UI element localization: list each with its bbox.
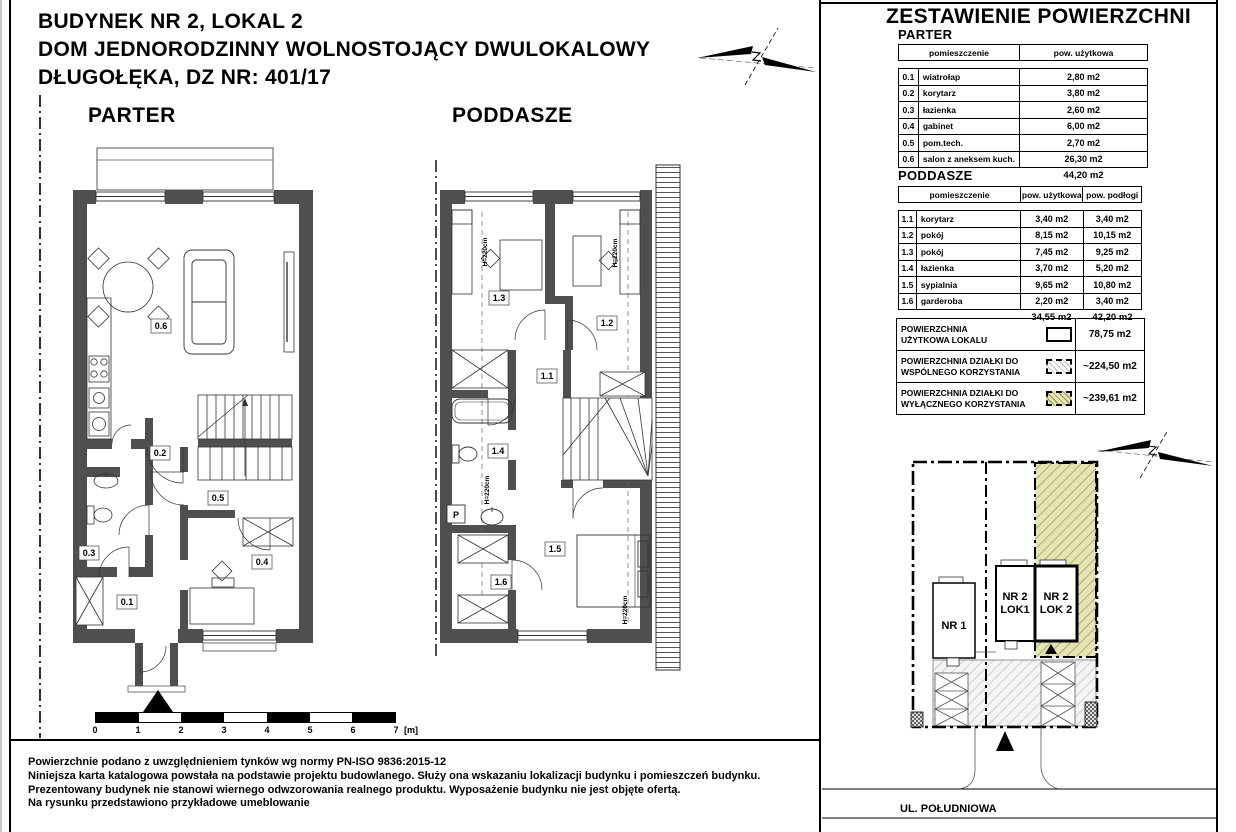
room-area: 3,80 m2 (1019, 86, 1147, 102)
area-legend (896, 318, 1145, 415)
table-row (899, 101, 1147, 118)
tv-unit (284, 252, 294, 352)
table-row (899, 134, 1147, 151)
room-number: 0.2 (899, 86, 919, 102)
column-header: pow. użytkowa (1019, 45, 1147, 60)
room-label: 1.5 (548, 544, 562, 554)
entrance-arrow-icon (143, 690, 173, 712)
scale-tick: 2 (178, 725, 184, 735)
common-area-swatch (1046, 359, 1072, 374)
building-nr2-lok2 (1035, 560, 1077, 654)
room-number: 0.4 (899, 119, 919, 135)
room-label: 0.3 (82, 548, 96, 558)
building-label: NR 2 (1043, 591, 1069, 603)
scale-tick: 4 (264, 725, 270, 735)
room-floor-area: 3,40 m2 (1083, 211, 1142, 227)
building-nr1 (933, 577, 975, 666)
room-area: 2,60 m2 (1019, 102, 1147, 118)
room-number: 0.3 (899, 102, 919, 118)
height-label: H=220cm (622, 595, 629, 625)
table-row (899, 118, 1147, 135)
room-area: 26,30 m2 (1019, 152, 1147, 168)
scale-tick: 1 (135, 725, 141, 735)
frame-left (9, 0, 11, 832)
room-area: 8,15 m2 (1020, 228, 1082, 244)
room-number: 1.1 (899, 211, 917, 227)
room-number: 1.4 (899, 261, 917, 277)
room-floor-area: 10,80 m2 (1083, 277, 1142, 293)
room-name: łazienka (920, 263, 954, 274)
site-entrance-arrow-icon (996, 731, 1014, 751)
building-label: NR 2 (1002, 591, 1028, 603)
legend-row (897, 319, 1144, 350)
header-line-2: DOM JEDNORODZINNY WOLNOSTOJĄCY DWULOKALOWY (38, 38, 651, 61)
footer-disclaimer (28, 756, 760, 811)
room-floor-area: 9,25 m2 (1083, 244, 1142, 260)
entrance-canopy (128, 686, 185, 692)
room-name: pokój (920, 246, 944, 257)
legend-label: WSPÓLNEGO KORZYSTANIA (901, 366, 1021, 377)
room-area: 3,70 m2 (1020, 261, 1082, 277)
frame-top-right (819, 2, 1218, 4)
footer-line: Prezentowany budynek nie stanowi wiernego odwzorowania realnego produktu. Wyposażenie budynku nie jest objęte ofertą. (28, 783, 681, 796)
north-arrow-icon (685, 20, 820, 90)
room-area: 9,65 m2 (1020, 277, 1082, 293)
room-area: 2,70 m2 (1019, 135, 1147, 151)
parter-area-table (898, 44, 1148, 181)
poddasze-floor-plan (425, 90, 695, 740)
room-floor-area: 10,15 m2 (1083, 228, 1142, 244)
footer-line: Niniejsza karta katalogowa powstała na podstawie projektu budowlanego. Służy ona wskazaniu lokalizacji budynku i pomieszczeń budynku. (28, 769, 761, 782)
table-row (899, 260, 1141, 277)
room-name: garderoba (920, 296, 963, 307)
staircase (198, 395, 292, 480)
scale-tick: 0 (92, 725, 98, 735)
poddasze-area-table (898, 186, 1142, 323)
scale-tick: 7 (393, 725, 399, 735)
parter-plan-title: PARTER (88, 104, 176, 127)
room-number: 0.5 (899, 135, 919, 151)
column-header: pomieszczenie (929, 189, 990, 200)
legend-value: ~224,50 m2 (1075, 351, 1144, 382)
footer-line: Powierzchnie podano z uwzględnieniem tynków wg normy PN-ISO 9836:2015-12 (28, 756, 447, 768)
poddasze-plan-title: PODDASZE (452, 104, 573, 127)
table-row (899, 227, 1141, 244)
room-label: 0.5 (211, 493, 225, 503)
legend-row (897, 350, 1144, 382)
legend-label: WYŁĄCZNEGO KORZYSTANIA (901, 398, 1026, 409)
building-label: NR 1 (941, 620, 967, 632)
height-label: H=220cm (482, 237, 489, 267)
room-name: pom.tech. (922, 137, 963, 148)
summary-title: ZESTAWIENIE POWIERZCHNI (886, 5, 1192, 28)
column-header: pow. użytkowa (1020, 187, 1082, 202)
legend-value: 78,75 m2 (1075, 319, 1144, 350)
building-label: LOK1 (1000, 604, 1030, 616)
driveway-lines (960, 727, 1058, 789)
poddasze-table-label: PODDASZE (898, 168, 973, 183)
roof-eave-strip (656, 165, 680, 670)
column-header: pomieszczenie (929, 47, 990, 58)
room-name: korytarz (922, 88, 956, 99)
room-area: 2,80 m2 (1019, 69, 1147, 85)
legend-label: UŻYTKOWA LOKALU (901, 334, 988, 345)
room-floor-area: 3,40 m2 (1083, 294, 1142, 310)
room-name: łazienka (922, 104, 956, 115)
room-label: 1.2 (600, 318, 614, 328)
room-label: 1.4 (491, 446, 505, 456)
toilet-icon (452, 445, 459, 463)
staircase (563, 398, 652, 480)
table-row (899, 69, 1147, 85)
exclusive-area-swatch (1046, 391, 1072, 406)
room-label: 0.4 (255, 557, 269, 567)
parter-total: 44,20 m2 (1063, 170, 1104, 181)
sink-icon (89, 388, 109, 408)
header-line-1: BUDYNEK NR 2, LOKAL 2 (38, 10, 303, 33)
bathroom-fixtures (87, 472, 118, 524)
header-line-3: DŁUGOŁĘKA, DZ NR: 401/17 (38, 66, 332, 89)
room-name: sypialnia (920, 279, 958, 290)
room-floor-area: 5,20 m2 (1083, 261, 1142, 277)
poddasze-total-area: 34,55 m2 (1031, 312, 1072, 323)
room-number: 1.3 (899, 244, 917, 260)
screen-edge (0, 0, 2, 832)
desk (190, 561, 254, 624)
building-nr2-lok1 (996, 560, 1035, 649)
gate-marker (911, 712, 923, 727)
table-row (899, 243, 1141, 260)
legend-label: POWIERZCHNIA (901, 324, 968, 334)
legend-label: POWIERZCHNIA DZIAŁKI DO (901, 388, 1019, 398)
scale-unit: [m] (404, 725, 418, 735)
room-number: 1.6 (899, 294, 917, 310)
table-row (899, 151, 1147, 168)
table-row (899, 293, 1141, 310)
room-name: wiatrołap (922, 71, 961, 82)
room-area: 6,00 m2 (1019, 119, 1147, 135)
table-row (899, 85, 1147, 102)
scale-bar (95, 712, 396, 723)
room-number: 1.2 (899, 228, 917, 244)
poddasze-total-floor: 42,20 m2 (1092, 312, 1133, 323)
height-label: H=220cm (612, 238, 619, 268)
room-label: 0.1 (120, 597, 134, 607)
table-row (899, 276, 1141, 293)
parter-table-label: PARTER (898, 27, 953, 42)
usable-area-swatch (1046, 327, 1072, 342)
height-label: H=220cm (484, 475, 491, 505)
north-arrow-icon (1097, 430, 1213, 478)
site-plan (820, 425, 1220, 832)
scale-tick: 3 (221, 725, 227, 735)
room-number: 0.6 (899, 152, 919, 168)
room-name: salon z aneksem kuch. (922, 154, 1015, 165)
washer-icon (89, 412, 109, 436)
room-name: korytarz (920, 213, 954, 224)
footer-line: Na rysunku przedstawiono przykładowe umeblowanie (28, 797, 310, 810)
street-label: UL. POŁUDNIOWA (900, 803, 997, 815)
sheet-header (38, 8, 650, 92)
room-label: 1.3 (492, 293, 506, 303)
toilet-icon (87, 506, 94, 524)
room-area: 3,40 m2 (1020, 211, 1082, 227)
room-label: 1.1 (540, 371, 554, 381)
room-name: pokój (920, 230, 944, 241)
column-header: pow. podłogi (1082, 187, 1141, 202)
room-area: 7,45 m2 (1020, 244, 1082, 260)
washer-label: P (452, 510, 460, 520)
building-label: LOK 2 (1039, 604, 1073, 616)
room-label: 0.2 (153, 448, 167, 458)
room-number: 0.1 (899, 69, 919, 85)
room-label: 0.6 (154, 321, 168, 331)
legend-row (897, 382, 1144, 414)
double-bed (577, 535, 650, 607)
room-area: 2,20 m2 (1020, 294, 1082, 310)
legend-value: ~239,61 m2 (1075, 383, 1144, 414)
gate-marker (1085, 702, 1097, 727)
sofa (184, 250, 234, 354)
parter-floor-plan (30, 90, 415, 740)
room-name: gabinet (922, 121, 954, 132)
dining-table (88, 248, 169, 327)
table-row (899, 211, 1141, 227)
room-number: 1.5 (899, 277, 917, 293)
room-label: 1.6 (494, 577, 508, 587)
room-1-2-furniture (573, 210, 640, 294)
terrace (97, 148, 273, 190)
scale-tick: 6 (350, 725, 356, 735)
legend-label: POWIERZCHNIA DZIAŁKI DO (901, 356, 1019, 366)
scale-tick: 5 (307, 725, 313, 735)
